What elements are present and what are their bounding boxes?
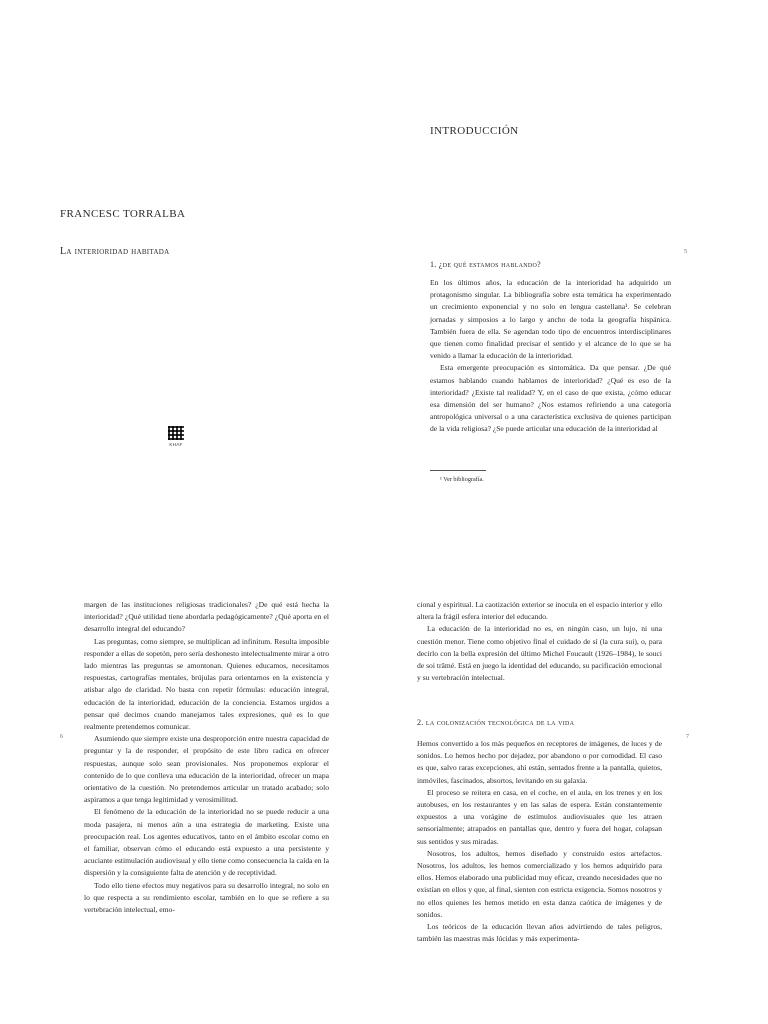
page-number: 6 bbox=[60, 734, 63, 740]
paragraph: Los teóricos de la educación llevan años advirtiendo de tales peligros, también las maestras más lúcidas y más experimenta- bbox=[417, 922, 662, 944]
title-page bbox=[0, 0, 384, 512]
paragraph: En los últimos años, la educación de la interioridad ha adquirido un protagonismo singular. La bibliografía sobre esta temática ha experimentado un crecimiento exponencial y no solo en lengua castellana¹. Se celebran jornadas y simposios a lo largo y ancho de toda la geografía hispánica. También fuera de ella. Se agendan todo tipo de encuentros interdisciplinares que tienen como finalidad precisar el sentido y el alcance de lo que se ha venido a llamar la educación de la interioridad. bbox=[430, 278, 671, 361]
paragraph: cional y espiritual. La caotización exterior se inocula en el espacio interior y ello altera la frágil esfera interior del educando. bbox=[417, 600, 663, 622]
page-number: 5 bbox=[684, 249, 687, 255]
paragraph: Hemos convertido a los más pequeños en receptores de imágenes, de luces y de sonidos. Lo hemos hecho por dejadez, por abandono o por comodidad. El caso es que, salvo raras excepciones, ahí están, sentados frente a la pantalla, quietos, inmóviles, fascinados, absortos, levitando en su galaxia. bbox=[417, 739, 662, 785]
publisher-logo-text: KHAF bbox=[169, 442, 183, 447]
paragraph: Esta emergente preocupación es sintomática. Da que pensar. ¿De qué estamos hablando cuando hablamos de interioridad? ¿Qué es eso de la interioridad? ¿Existe tal realidad? Y, en el caso de que exista, ¿cómo educar esa dimensión del ser humano? ¿Nos estamos refiriendo a una categoría antropológica universal o a una característica exclusiva de quienes participan de la vida religiosa? ¿Se puede articular una educación de la interioridad al bbox=[430, 363, 671, 434]
author-name: FRANCESC TORRALBA bbox=[60, 208, 186, 220]
footnote-rule bbox=[430, 470, 486, 471]
paragraph: Las preguntas, como siempre, se multiplican ad infinitum. Resulta imposible responder a ellas de sopetón, pero sería deshonesto intelectualmente mirar a otro lado mientras las preguntas se amontonan. Quienes educamos, necesitamos respuestas, cartografías mentales, brújulas para orientarnos en la existencia y atisbar algo de claridad. No basta con repetir fórmulas: educación integral, educación de la interioridad, educación de la conciencia. Estamos urgidos a pensar qué decimos cuando manejamos tales expresiones, qué es lo que realmente pretendemos comunicar. bbox=[84, 636, 329, 732]
paragraph: El fenómeno de la educación de la interioridad no se puede reducir a una moda pasajera, ni menos aún a una estrategia de marketing. Existe una preocupación real. Los agentes educativos, tanto en el ámbito escolar como en el familiar, observan cómo el educando está expuesto a una persistente y acuciante estimulación audiovisual y ello tiene como consecuencia la caída en la dispersión y la consiguiente falta de atención y de receptividad. bbox=[84, 807, 329, 878]
page-six bbox=[0, 512, 384, 1024]
section-heading: 2. la colonización tecnológica de la vida bbox=[417, 718, 575, 727]
book-title: La interioridad habitada bbox=[60, 246, 170, 257]
paragraph: Asumiendo que siempre existe una desproporción entre nuestra capacidad de preguntar y la de responder, el propósito de este libro radica en ofrecer respuestas, aunque solo sean provisionales. Nos proponemos explorar el contenido de lo que conlleva una educación de la interioridad, ofrecer un mapa orientativo de la cuestión. No pretendemos articular un tratado acabado; solo aspiramos a que tenga legitimidad y verosimilitud. bbox=[84, 734, 329, 805]
paragraph: Todo ello tiene efectos muy negativos para su desarrollo integral, no solo en lo que respecta a su rendimiento escolar, también en lo que se refiere a su vertebración intelectual, emo- bbox=[84, 880, 329, 915]
bottom-spread bbox=[0, 512, 768, 1024]
chapter-heading: INTRODUCCIÓN bbox=[430, 125, 519, 137]
page-seven bbox=[384, 512, 768, 1024]
body-text-bottom bbox=[417, 738, 662, 945]
publisher-logo bbox=[166, 426, 186, 447]
body-text bbox=[430, 277, 671, 436]
body-text bbox=[84, 599, 329, 916]
paragraph: La educación de la interioridad no es, en ningún caso, un lujo, ni una cuestión menor. Tiene como objetivo final el cuidado de sí (la cura sui), o, para decirlo con la bella expresión del último Michel Foucault (1926–1984), le souci de soi trâmé. Está en juego la identidad del educando, su pacificación emocional y su vertebración intelectual. bbox=[417, 624, 662, 683]
footnote: ¹ Ver bibliografía. bbox=[440, 476, 484, 483]
publisher-logo-icon bbox=[168, 426, 184, 440]
paragraph: margen de las instituciones religiosas tradicionales? ¿De qué está hecha la interioridad? ¿Qué utilidad tiene abordarla pedagógicamente? ¿Qué aporta en el desarrollo integral del educando? bbox=[84, 600, 329, 634]
page-number: 7 bbox=[686, 734, 689, 740]
section-heading: 1. ¿de qué estamos hablando? bbox=[430, 260, 542, 269]
intro-page bbox=[384, 0, 768, 512]
paragraph: El proceso se reitera en casa, en el coche, en el aula, en los trenes y en los autobuses, en los restaurantes y en las salas de espera. Están constantemente expuestos a una vorágine de estímulos audiovisuales que les atraen sensorialmente; atrapados en pantallas que, dentro y fuera del hogar, colapsan sus sentidos y sus miradas. bbox=[417, 787, 662, 846]
paragraph: Nosotros, los adultos, hemos diseñado y construido estos artefactos. Nosotros, los adultos, les hemos comercializado y los hemos adquirido para ellos. Hemos elaborado una publicidad muy eficaz, creando necesidades que no existían en ellos y que, al final, sienten con estricta exigencia. Somos nosotros y no ellos quienes les hemos metido en esta danza caótica de imágenes y de sonidos. bbox=[417, 848, 662, 919]
body-text-top bbox=[417, 599, 662, 684]
